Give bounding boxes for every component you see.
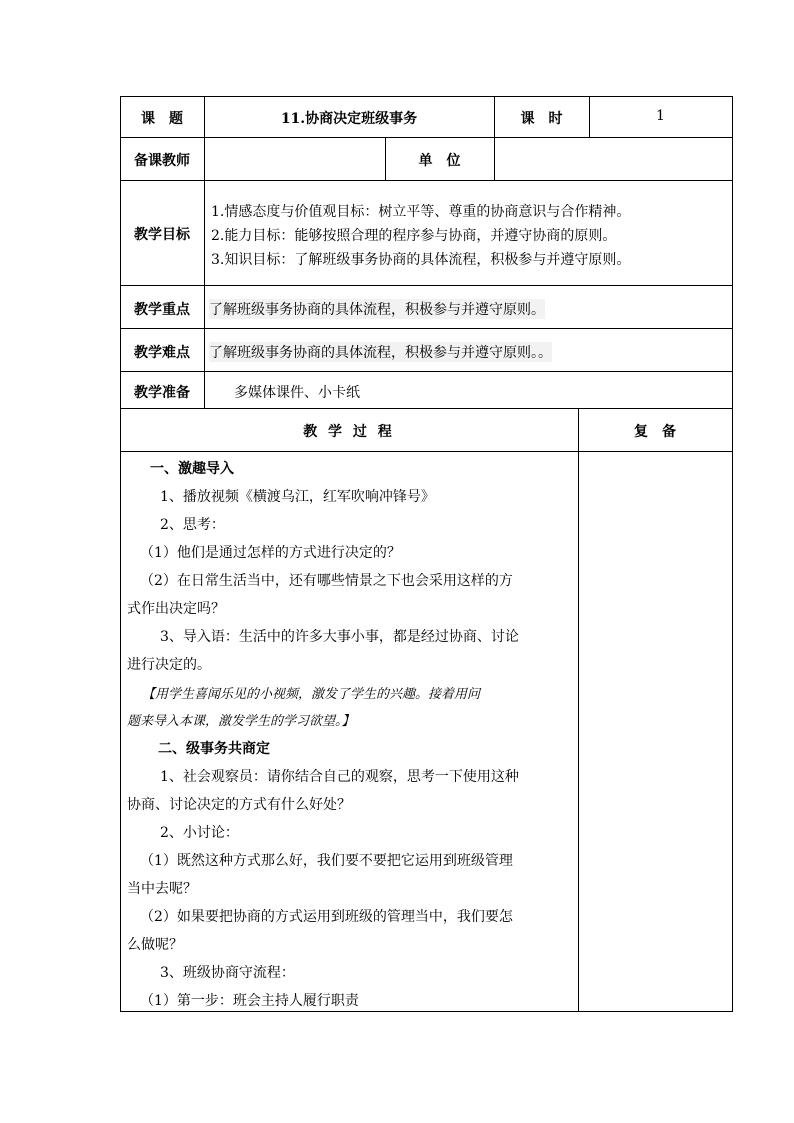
difficulty-label: 教学难点 xyxy=(134,345,190,361)
process-line: 么做呢？ xyxy=(127,937,183,953)
process-line: 二、级事务共商定 xyxy=(158,741,270,757)
unit-label: 单 位 xyxy=(418,153,461,169)
process-comment: 【用学生喜闻乐见的小视频，激发了学生的兴趣。接着用问 xyxy=(142,687,481,702)
preparation-value: 多媒体课件、小卡纸 xyxy=(234,385,360,401)
process-line: 式作出决定吗？ xyxy=(127,601,225,617)
process-line: （1）第一步：班会主持人履行职责 xyxy=(140,993,359,1009)
goals-label: 教学目标 xyxy=(134,227,190,243)
process-line: （1）既然这种方式那么好，我们要不要把它运用到班级管理 xyxy=(140,853,513,869)
process-line: 2、小讨论： xyxy=(160,825,239,841)
key-point-label: 教学重点 xyxy=(134,302,190,318)
period-label: 课 时 xyxy=(520,111,563,127)
topic-label: 课 题 xyxy=(141,111,183,127)
difficulty-value: 了解班级事务协商的具体流程，积极参与并遵守原则。。 xyxy=(209,342,552,362)
lesson-plan-table xyxy=(120,96,733,1012)
period-value: 1 xyxy=(656,108,665,124)
review-header: 复 备 xyxy=(634,424,676,440)
process-line: 一、激趣导入 xyxy=(150,461,234,477)
process-line: 1、播放视频《横渡乌江，红军吹响冲锋号》 xyxy=(160,489,435,505)
process-line: 协商、讨论决定的方式有什么好处？ xyxy=(127,797,351,813)
process-line: 1、社会观察员：请你结合自己的观察，思考一下使用这种 xyxy=(160,769,519,785)
process-line: 3、班级协商守流程： xyxy=(160,965,295,981)
process-comment: 题来导入本课，激发学生的学习欲望。】 xyxy=(127,714,355,729)
process-line: 3、导入语：生活中的许多大事小事，都是经过协商、讨论 xyxy=(160,629,519,645)
process-line: 2、思考： xyxy=(160,517,225,533)
process-line: （2）如果要把协商的方式运用到班级的管理当中，我们要怎 xyxy=(140,909,513,925)
goal-item-2: 2.能力目标：能够按照合理的程序参与协商，并遵守协商的原则。 xyxy=(211,228,617,244)
preparation-label: 教学准备 xyxy=(134,385,190,401)
process-line: （2）在日常生活当中，还有哪些情景之下也会采用这样的方 xyxy=(140,573,513,589)
goal-item-1: 1.情感态度与价值观目标：树立平等、尊重的协商意识与合作精神。 xyxy=(211,204,631,220)
process-line: 当中去呢？ xyxy=(127,881,197,897)
process-line: （1）他们是通过怎样的方式进行决定的？ xyxy=(140,545,401,561)
process-header: 教 学 过 程 xyxy=(303,424,395,440)
topic-value: 11.协商决定班级事务 xyxy=(280,111,418,127)
key-point-value: 了解班级事务协商的具体流程，积极参与并遵守原则。 xyxy=(209,299,545,319)
goal-item-3: 3.知识目标：了解班级事务协商的具体流程，积极参与并遵守原则。 xyxy=(211,252,631,268)
teacher-label: 备课教师 xyxy=(134,153,190,169)
process-line: 进行决定的。 xyxy=(127,657,211,673)
